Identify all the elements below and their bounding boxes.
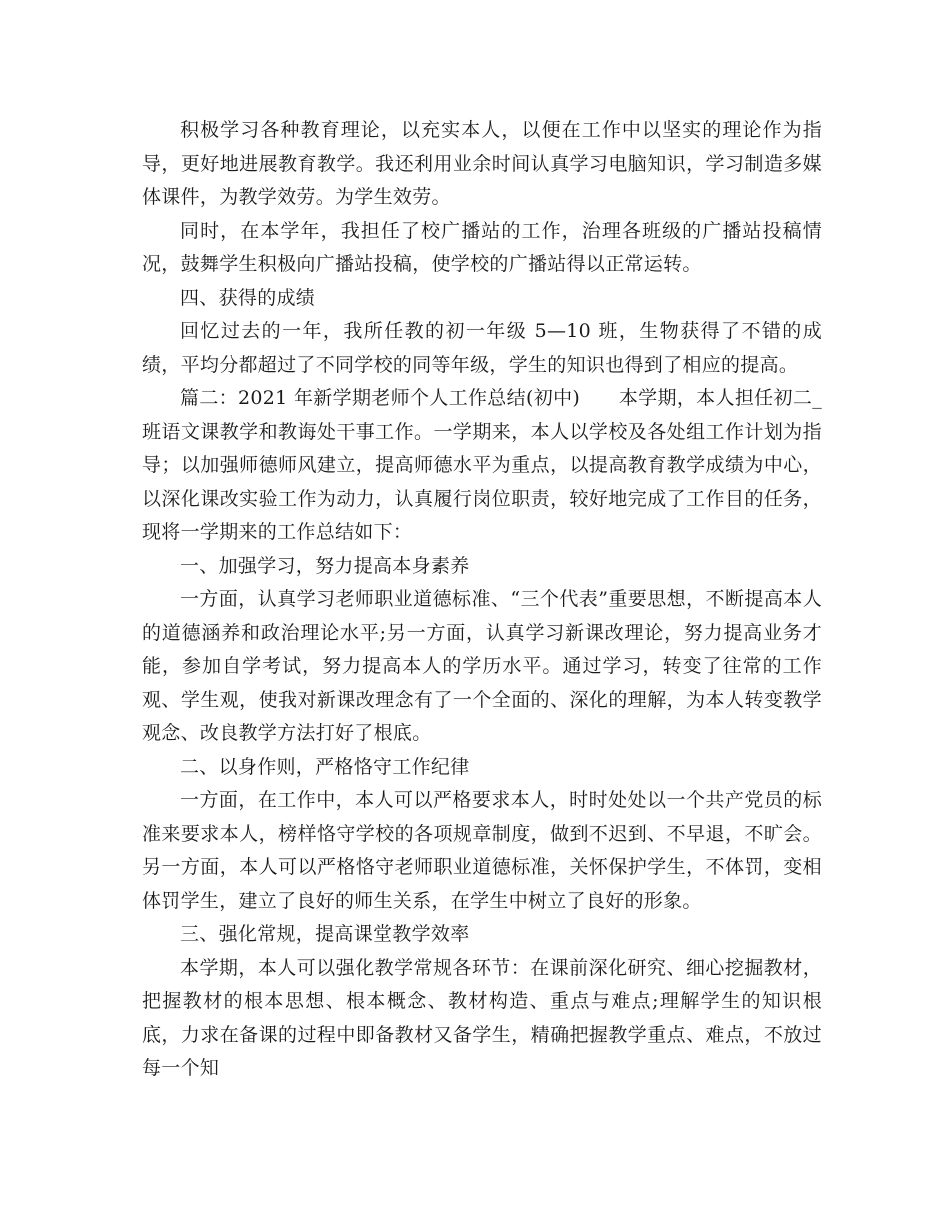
document-body: [142, 114, 822, 1086]
paragraph: 同时，在本学年，我担任了校广播站的工作，治理各班级的广播站投稿情况，鼓舞学生积极向广播站投稿，使学校的广播站得以正常运转。: [142, 219, 822, 275]
paragraph: 一方面，认真学习老师职业道德标准、“三个代表”重要思想，不断提高本人的道德涵养和政治理论水平;另一方面，认真学习新课改理论，努力提高业务才能，参加自学考试，努力提高本人的学历水平。通过学习，转变了往常的工作观、学生观，使我对新课改理念有了一个全面的、深化的理解，为本人转变教学观念、改良教学方法打好了根底。: [142, 588, 822, 744]
paragraph: 积极学习各种教育理论，以充实本人，以便在工作中以坚实的理论作为指导，更好地进展教育教学。我还利用业余时间认真学习电脑知识，学习制造多媒体课件，为教学效劳。为学生效劳。: [142, 119, 822, 208]
paragraph: 一方面，在工作中，本人可以严格要求本人，时时处处以一个共产党员的标准来要求本人，榜样恪守学校的各项规章制度，做到不迟到、不早退，不旷会。另一方面，本人可以严格恪守老师职业道德标准，关怀保护学生，不体罚，变相体罚学生，建立了良好的师生关系，在学生中树立了良好的形象。: [142, 789, 822, 912]
paragraph: 本学期，本人可以强化教学常规各环节：在课前深化研究、细心挖掘教材，把握教材的根本思想、根本概念、教材构造、重点与难点;理解学生的知识根底，力求在备课的过程中即备教材又备学生，精确把握教学重点、难点，不放过每一个知: [142, 956, 822, 1079]
paragraph: 回忆过去的一年，我所任教的初一年级 5—10 班，生物获得了不错的成绩，平均分都超过了不同学校的同等年级，学生的知识也得到了相应的提高。: [142, 320, 822, 376]
section-heading: 四、获得的成绩: [180, 286, 316, 309]
section-heading: 二、以身作则，严格恪守工作纪律: [180, 755, 470, 778]
section-heading: 三、强化常规，提高课堂教学效率: [180, 923, 470, 945]
section-heading: 一、加强学习，努力提高本身素养: [180, 554, 470, 577]
paragraph: 篇二：2021 年新学期老师个人工作总结(初中) 本学期，本人担任初二_班语文课教学和教诲处干事工作。一学期来，本人以学校及各处组工作计划为指导；以加强师德师风建立，提高师德水平为重点，以提高教育教学成绩为中心，以深化课改实验工作为动力，认真履行岗位职责，较好地完成了工作目的任务，现将一学期来的工作总结如下：: [142, 387, 822, 543]
